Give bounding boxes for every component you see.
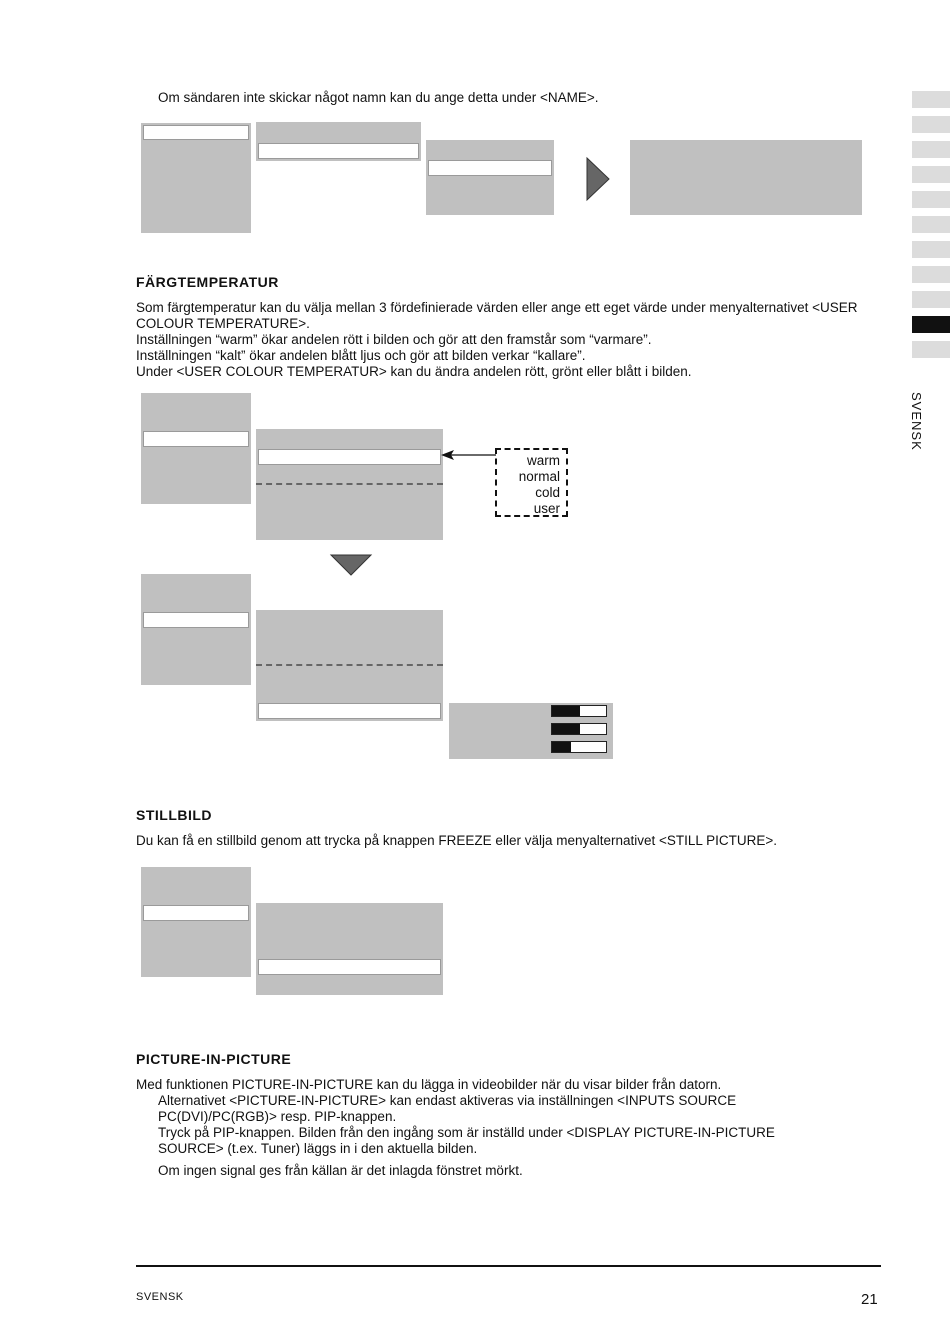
- side-language-label: SVENSK: [909, 392, 924, 451]
- language-tab-active: [912, 316, 950, 333]
- color-temperature-text-4: Inställningen “kalt” ökar andelen blått ljus och gör att bilden verkar “kallare”.: [136, 348, 586, 363]
- option-warm: warm: [527, 453, 560, 468]
- language-tab: [912, 91, 950, 108]
- dashed-separator: [256, 483, 443, 485]
- language-tab: [912, 216, 950, 233]
- arrow-left-icon: [440, 447, 498, 463]
- submenu-panel: [426, 140, 554, 215]
- pip-text-5: SOURCE> (t.ex. Tuner) läggs in i den aktuella bilden.: [158, 1141, 478, 1156]
- color-temperature-text-1: Som färgtemperatur kan du välja mellan 3 fördefinierade värden eller ange ett eget värde under menyalternativet <USER: [136, 300, 858, 315]
- color-temperature-heading: FÄRGTEMPERATUR: [136, 274, 279, 290]
- arrow-right-icon: [585, 156, 611, 202]
- language-tab: [912, 241, 950, 258]
- level-fill: [552, 724, 580, 734]
- main-menu-panel: [141, 393, 251, 504]
- footer-rule: [136, 1265, 881, 1267]
- language-tab: [912, 266, 950, 283]
- menu-highlight: [143, 125, 249, 140]
- language-tab: [912, 141, 950, 158]
- menu-highlight: [143, 431, 249, 447]
- submenu-panel: [256, 903, 443, 995]
- menu-highlight: [143, 905, 249, 921]
- pip-heading: PICTURE-IN-PICTURE: [136, 1051, 292, 1067]
- menu-highlight: [143, 612, 249, 628]
- name-edit-panel: [630, 140, 862, 215]
- name-intro-text: Om sändaren inte skickar något namn kan du ange detta under <NAME>.: [158, 90, 599, 105]
- main-menu-panel: [141, 574, 251, 685]
- blue-level-bar: [551, 741, 607, 753]
- pip-text-2: Alternativet <PICTURE-IN-PICTURE> kan endast aktiveras via inställningen <INPUTS SOURCE: [158, 1093, 737, 1108]
- language-tab: [912, 166, 950, 183]
- page-number: 21: [861, 1291, 878, 1308]
- color-temperature-text-3: Inställningen “warm” ökar andelen rött i bilden och gör att den framstår som “varmare”.: [136, 332, 652, 347]
- option-user: user: [533, 501, 560, 516]
- pip-text-6: Om ingen signal ges från källan är det inlagda fönstret mörkt.: [158, 1163, 523, 1178]
- menu-highlight: [258, 959, 441, 975]
- pip-text-4: Tryck på PIP-knappen. Bilden från den ingång som är inställd under <DISPLAY PICTURE-IN-PICTURE: [158, 1125, 775, 1140]
- color-temperature-text-5: Under <USER COLOUR TEMPERATUR> kan du ändra andelen rött, grönt eller blått i bilden.: [136, 364, 692, 379]
- still-picture-heading: STILLBILD: [136, 807, 213, 823]
- level-fill: [552, 742, 571, 752]
- still-picture-text: Du kan få en stillbild genom att trycka på knappen FREEZE eller välja menyalternativet <STILL PICTURE>.: [136, 833, 778, 848]
- footer-language: SVENSK: [136, 1291, 184, 1303]
- option-cold: cold: [535, 485, 560, 500]
- menu-highlight: [428, 160, 552, 176]
- language-tab: [912, 341, 950, 358]
- red-level-bar: [551, 705, 607, 717]
- menu-highlight: [258, 143, 419, 159]
- menu-highlight: [258, 449, 441, 465]
- green-level-bar: [551, 723, 607, 735]
- language-tab: [912, 291, 950, 308]
- language-tab: [912, 191, 950, 208]
- arrow-down-icon: [329, 553, 373, 577]
- main-menu-panel: [141, 867, 251, 977]
- menu-highlight: [258, 703, 441, 719]
- pip-text-1: Med funktionen PICTURE-IN-PICTURE kan du lägga in videobilder när du visar bilder från datorn.: [136, 1077, 722, 1092]
- level-fill: [552, 706, 580, 716]
- option-normal: normal: [518, 469, 560, 484]
- language-tab: [912, 116, 950, 133]
- pip-text-3: PC(DVI)/PC(RGB)> resp. PIP-knappen.: [158, 1109, 397, 1124]
- color-temperature-options-box: [495, 448, 568, 517]
- dashed-separator: [256, 664, 443, 666]
- color-temperature-text-2: COLOUR TEMPERATURE>.: [136, 316, 310, 331]
